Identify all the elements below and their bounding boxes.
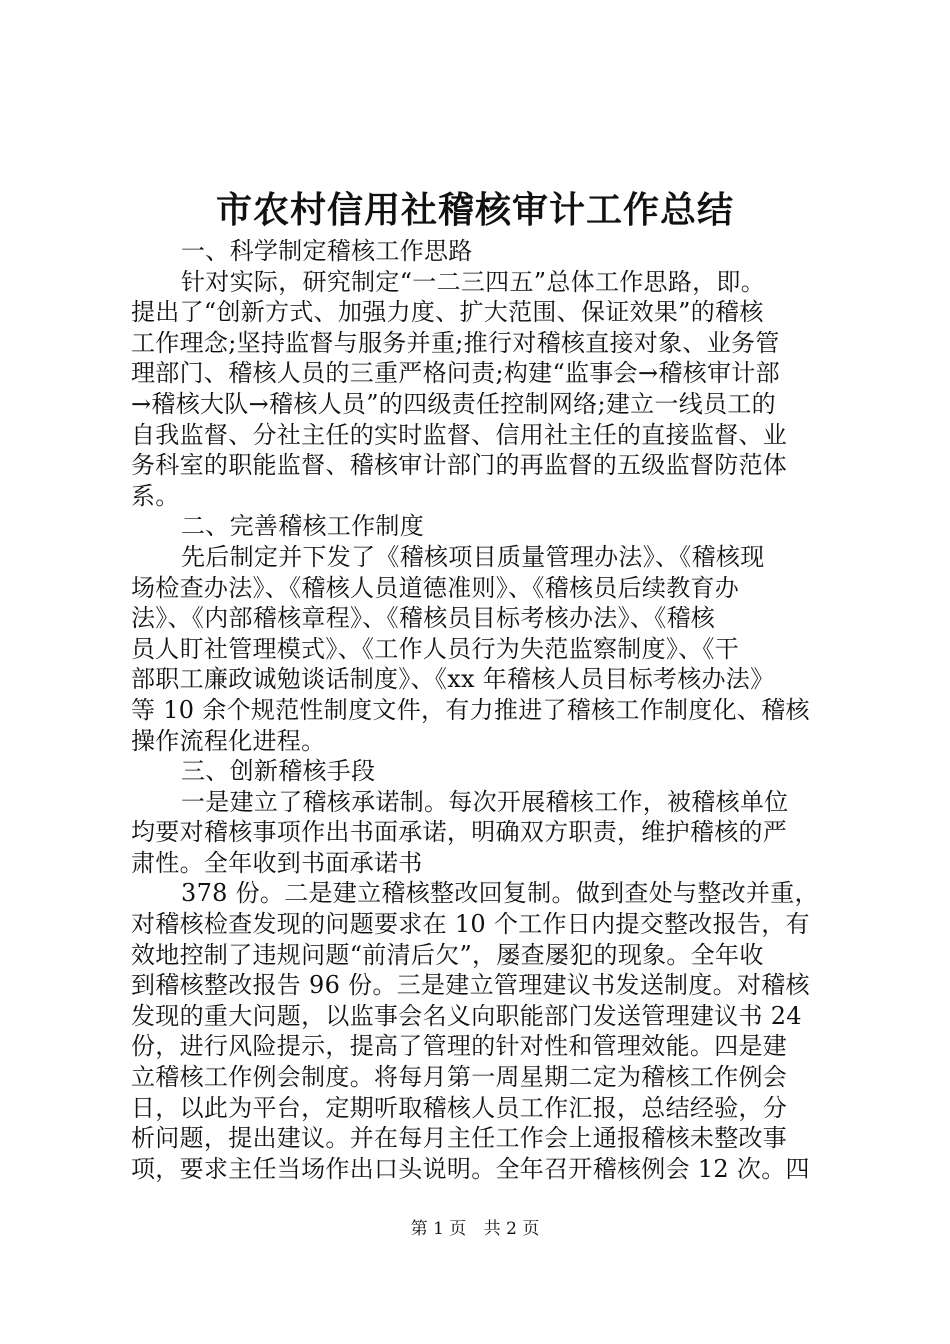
text-line: 二、完善稽核工作制度 bbox=[181, 512, 424, 541]
text-line: 部职工廉政诚勉谈话制度》、《xx 年稽核人员目标考核办法》 bbox=[131, 665, 775, 694]
text-line: 立稽核工作例会制度。将每月第一周星期二定为稽核工作例会 bbox=[131, 1063, 788, 1092]
text-line: 法》、《内部稽核章程》、《稽核员目标考核办法》、《稽核 bbox=[131, 604, 716, 633]
text-line: 自我监督、分社主任的实时监督、信用社主任的直接监督、业 bbox=[131, 420, 788, 449]
page-footer bbox=[0, 1217, 950, 1241]
text-line: 发现的重大问题，以监事会名义向职能部门发送管理建议书 24 bbox=[131, 1001, 802, 1030]
text-line: 项，要求主任当场作出口头说明。全年召开稽核例会 12 次。四 bbox=[131, 1154, 810, 1183]
text-line: 提出了“创新方式、加强力度、扩大范围、保证效果”的稽核 bbox=[131, 298, 764, 327]
text-line: 均要对稽核事项作出书面承诺，明确双方职责，维护稽核的严 bbox=[131, 818, 788, 847]
text-line: 系。 bbox=[131, 481, 180, 510]
text-line: 等 10 余个规范性制度文件，有力推进了稽核工作制度化、稽核 bbox=[131, 695, 810, 724]
page-number-total: 共 2 页 bbox=[483, 1219, 540, 1239]
text-line: 肃性。全年收到书面承诺书 bbox=[131, 848, 423, 877]
text-line: 员人盯社管理模式》、《工作人员行为失范监察制度》、《干 bbox=[131, 634, 740, 663]
text-line: 一是建立了稽核承诺制。每次开展稽核工作，被稽核单位 bbox=[181, 787, 789, 816]
text-line: 对稽核检查发现的问题要求在 10 个工作日内提交整改报告，有 bbox=[131, 910, 810, 939]
text-line: 工作理念;坚持监督与服务并重;推行对稽核直接对象、业务管 bbox=[131, 328, 780, 357]
text-line: 操作流程化进程。 bbox=[131, 726, 326, 755]
text-line: 份，进行风险提示，提高了管理的针对性和管理效能。四是建 bbox=[131, 1032, 788, 1061]
text-line: 务科室的职能监督、稽核审计部门的再监督的五级监督防范体 bbox=[131, 451, 788, 480]
text-line: 场检查办法》、《稽核人员道德准则》、《稽核员后续教育办 bbox=[131, 573, 740, 602]
text-line: 理部门、稽核人员的三重严格问责;构建“监事会→稽核审计部 bbox=[131, 359, 780, 388]
text-line: 一、科学制定稽核工作思路 bbox=[181, 237, 473, 265]
text-line: 到稽核整改报告 96 份。三是建立管理建议书发送制度。对稽核 bbox=[131, 971, 810, 1000]
text-line: →稽核大队→稽核人员”的四级责任控制网络;建立一线员工的 bbox=[131, 389, 776, 418]
text-line: 先后制定并下发了《稽核项目质量管理办法》、《稽核现 bbox=[181, 542, 765, 571]
text-line: 三、创新稽核手段 bbox=[181, 757, 376, 786]
text-line: 效地控制了违规问题“前清后欠”，屡查屡犯的现象。全年收 bbox=[131, 940, 764, 969]
page-number-current: 第 1 页 bbox=[410, 1219, 467, 1239]
document-body bbox=[131, 236, 826, 1184]
text-line: 针对实际，研究制定“一二三四五”总体工作思路，即。 bbox=[181, 267, 766, 296]
text-line: 析问题，提出建议。并在每月主任工作会上通报稽核未整改事 bbox=[131, 1124, 788, 1153]
text-line: 日，以此为平台，定期听取稽核人员工作汇报，总结经验，分 bbox=[131, 1093, 788, 1122]
text-line: 378 份。二是建立稽核整改回复制。做到查处与整改并重， bbox=[181, 879, 819, 908]
document-title: 市农村信用社稽核审计工作总结 bbox=[215, 189, 734, 231]
